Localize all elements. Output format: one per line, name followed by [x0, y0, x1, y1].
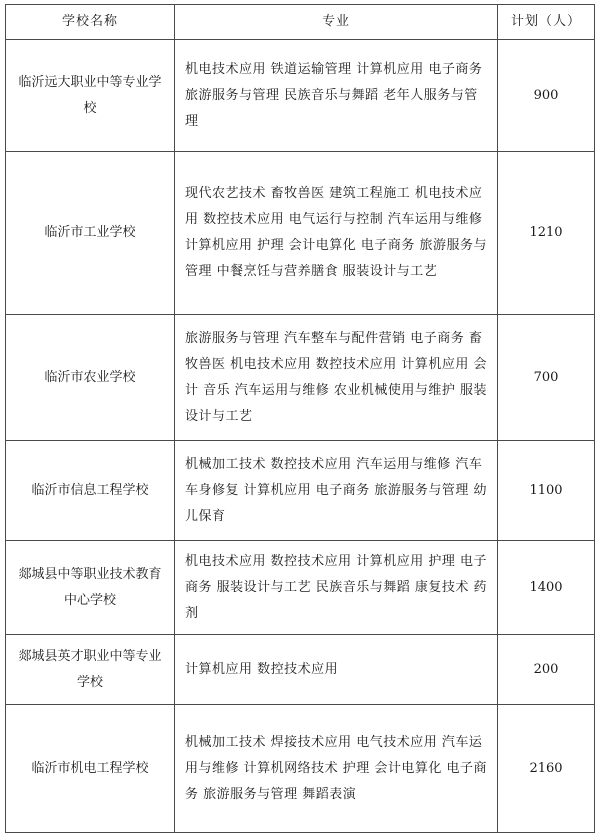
- plan-cell: 700: [498, 315, 595, 441]
- plan-cell: 1400: [498, 541, 595, 635]
- majors-cell: 机电技术应用 铁道运输管理 计算机应用 电子商务 旅游服务与管理 民族音乐与舞蹈 老年人服务与管理: [175, 40, 498, 152]
- majors-cell: 机械加工技术 焊接技术应用 电气技术应用 汽车运用与维修 计算机网络技术 护理 会计电算化 电子商务 旅游服务与管理 舞蹈表演: [175, 705, 498, 833]
- header-plan: 计划（人）: [498, 5, 595, 40]
- school-name-cell: 临沂市机电工程学校: [6, 705, 175, 833]
- table-row: [6, 40, 595, 152]
- school-name-cell: 郯城县中等职业技术教育中心学校: [6, 541, 175, 635]
- majors-cell: 机械加工技术 数控技术应用 汽车运用与维修 汽车车身修复 计算机应用 电子商务 旅游服务与管理 幼儿保育: [175, 441, 498, 541]
- header-row: [6, 5, 595, 40]
- majors-cell: 机电技术应用 数控技术应用 计算机应用 护理 电子商务 服装设计与工艺 民族音乐与舞蹈 康复技术 药剂: [175, 541, 498, 635]
- plan-cell: 1210: [498, 152, 595, 315]
- plan-cell: 900: [498, 40, 595, 152]
- plan-cell: 2160: [498, 705, 595, 833]
- table-row: [6, 541, 595, 635]
- table-row: [6, 152, 595, 315]
- table-row: [6, 441, 595, 541]
- header-majors: 专业: [175, 5, 498, 40]
- majors-cell: 现代农艺技术 畜牧兽医 建筑工程施工 机电技术应用 数控技术应用 电气运行与控制 汽车运用与维修 计算机应用 护理 会计电算化 电子商务 旅游服务与管理 中餐烹饪与营养膳食 服装设计与工艺: [175, 152, 498, 315]
- plan-cell: 1100: [498, 441, 595, 541]
- table-row: [6, 315, 595, 441]
- header-school-name: 学校名称: [6, 5, 175, 40]
- school-name-cell: 临沂远大职业中等专业学校: [6, 40, 175, 152]
- majors-cell: 旅游服务与管理 汽车整车与配件营销 电子商务 畜牧兽医 机电技术应用 数控技术应用 计算机应用 会计 音乐 汽车运用与维修 农业机械使用与维护 服装设计与工艺: [175, 315, 498, 441]
- table-row: [6, 705, 595, 833]
- table-row: [6, 635, 595, 705]
- school-name-cell: 郯城县英才职业中等专业学校: [6, 635, 175, 705]
- school-name-cell: 临沂市信息工程学校: [6, 441, 175, 541]
- school-name-cell: 临沂市农业学校: [6, 315, 175, 441]
- school-name-cell: 临沂市工业学校: [6, 152, 175, 315]
- enrollment-plan-table: [5, 4, 595, 833]
- plan-cell: 200: [498, 635, 595, 705]
- majors-cell: 计算机应用 数控技术应用: [175, 635, 498, 705]
